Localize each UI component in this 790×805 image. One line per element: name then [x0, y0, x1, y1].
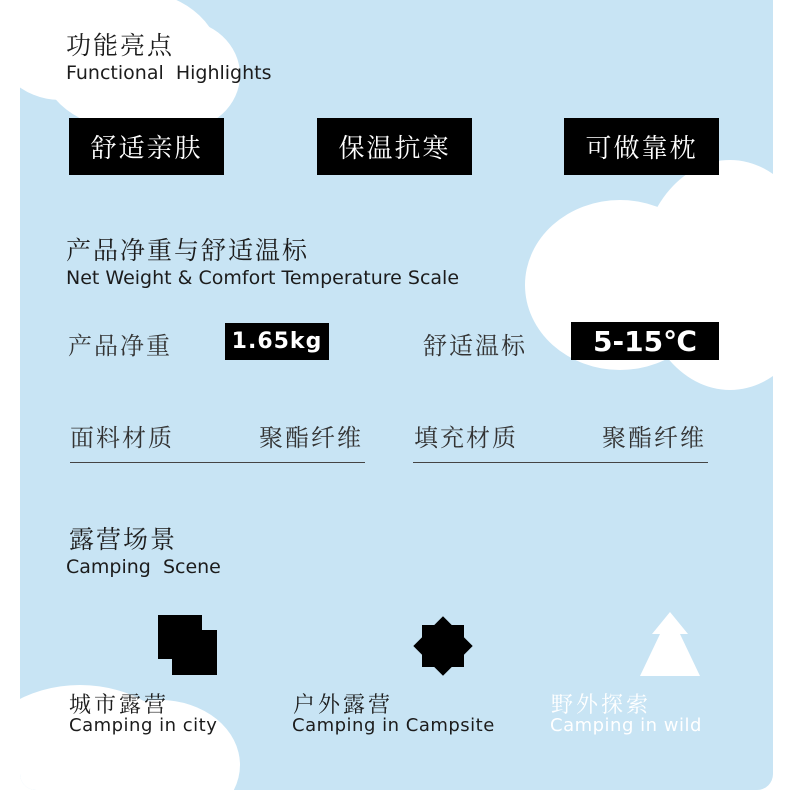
filling-value: 聚酯纤维	[602, 424, 706, 452]
fabric-divider	[70, 462, 365, 463]
highlights-title-en: Functional Highlights	[66, 62, 272, 84]
weight-value: 1.65kg	[225, 323, 329, 360]
filling-divider	[413, 462, 708, 463]
temp-value: 5-15℃	[571, 322, 719, 360]
highlight-badge-pillow: 可做靠枕	[564, 118, 719, 175]
specs-title-zh: 产品净重与舒适温标	[66, 236, 310, 265]
fabric-value: 聚酯纤维	[259, 424, 363, 452]
scene-wild-label-zh: 野外探索	[551, 693, 652, 718]
campsite-star-icon	[411, 614, 475, 678]
scene-city-label-en: Camping in city	[69, 715, 218, 736]
highlights-title-zh: 功能亮点	[66, 31, 175, 60]
highlight-badge-warmth: 保温抗寒	[317, 118, 472, 175]
highlight-badge-comfort: 舒适亲肤	[69, 118, 224, 175]
scene-city-label-zh: 城市露营	[69, 693, 170, 718]
scene-wild-label-en: Camping in wild	[550, 715, 702, 736]
scenes-title-en: Camping Scene	[66, 556, 221, 578]
specs-title-en: Net Weight & Comfort Temperature Scale	[66, 267, 460, 289]
weight-label: 产品净重	[68, 332, 172, 360]
temp-label: 舒适温标	[423, 332, 527, 360]
scenes-title-zh: 露营场景	[69, 525, 178, 554]
fabric-label: 面料材质	[70, 424, 174, 452]
scene-campsite-label-en: Camping in Campsite	[292, 715, 495, 736]
filling-label: 填充材质	[414, 424, 518, 452]
scene-campsite-label-zh: 户外露营	[293, 693, 394, 718]
wild-tree-icon	[638, 612, 702, 678]
city-buildings-icon	[158, 614, 218, 676]
